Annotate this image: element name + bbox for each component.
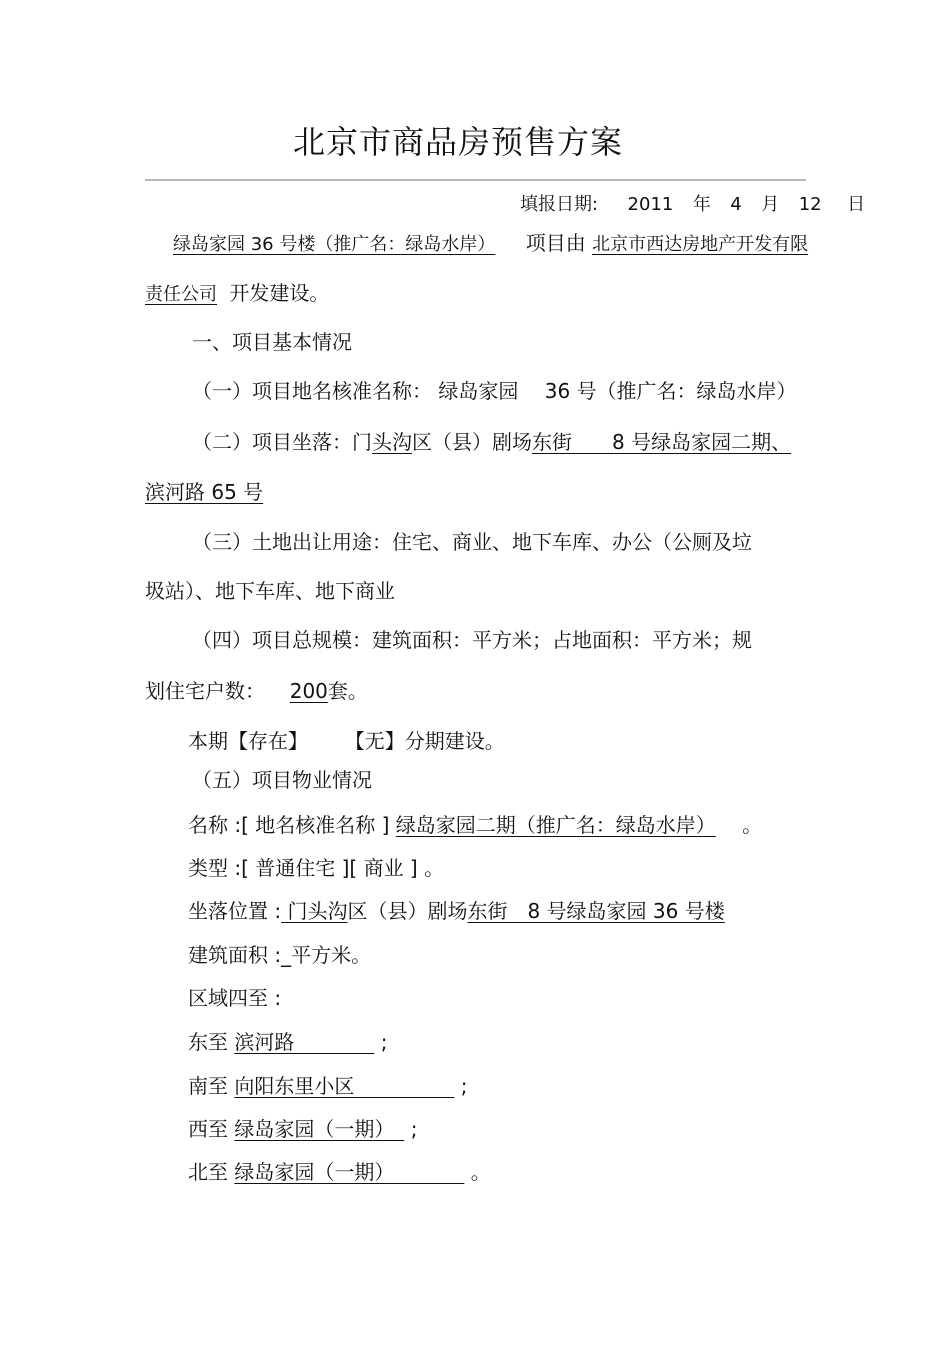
title-divider	[145, 179, 806, 181]
item2-value-2: 东街 8 号绿岛家园二期、	[532, 430, 792, 454]
fill-date-year-unit: 年	[692, 194, 711, 215]
intro-developer-part1: 北京市西达房地产开发有限	[592, 234, 809, 255]
north-value: 绿岛家园（一期）	[234, 1160, 465, 1184]
document-title: 北京市商品房预售方案	[292, 123, 623, 161]
property-area-line: 建筑面积 :_平方米。	[188, 943, 372, 967]
item2-mid: 区（县）剧场	[412, 430, 532, 454]
intro-by-text: 项目由	[525, 231, 586, 255]
item1-line	[192, 379, 797, 403]
property-location-mid: 区（县）剧场	[347, 899, 468, 923]
intro-develop-text: 开发建设。	[229, 281, 330, 305]
property-type-line: 类型 :[ 普通住宅 ][ 商业 ] 。	[188, 856, 445, 880]
intro-line-2	[145, 281, 329, 307]
south-label: 南至	[188, 1074, 228, 1098]
item3-line-1: （三）土地出让用途：住宅、商业、地下车库、办公（公厕及垃	[192, 530, 752, 554]
fill-date-month: 4	[730, 194, 742, 215]
phase-line	[188, 729, 505, 753]
north-label: 北至	[188, 1160, 228, 1184]
item2-value-3: 滨河路 65 号	[145, 480, 264, 504]
item4-label: 划住宅户数：	[145, 679, 265, 703]
fill-date-day: 12	[798, 194, 822, 215]
intro-developer-part2: 责任公司	[145, 284, 217, 305]
item4-line-1: （四）项目总规模：建筑面积：平方米；占地面积：平方米；规	[192, 628, 752, 652]
section1-heading: 一、项目基本情况	[192, 330, 352, 354]
item4-households-value: 200	[289, 679, 328, 703]
north-end: 。	[470, 1160, 491, 1184]
west-boundary-line	[188, 1117, 417, 1141]
east-end: ;	[380, 1030, 388, 1054]
intro-line-1	[173, 231, 818, 257]
item2-line-2	[145, 480, 267, 504]
north-boundary-line	[188, 1160, 491, 1184]
item2-value-1: 头沟	[372, 430, 412, 454]
intro-project-name: 绿岛家园 36 号楼（推广名：绿岛水岸）	[173, 234, 496, 255]
item4-line-2	[145, 679, 368, 703]
item2-label: （二）项目坐落：门	[192, 430, 372, 454]
item1-value: 绿岛家园 36 号（推广名：绿岛水岸）	[438, 379, 797, 403]
south-end: ;	[460, 1074, 468, 1098]
fill-date-label: 填报日期:	[520, 194, 599, 215]
property-bounds-label: 区域四至 :	[188, 986, 282, 1010]
item2-line-1	[192, 430, 791, 454]
section5-heading: （五）项目物业情况	[192, 768, 372, 792]
south-value: 向阳东里小区	[234, 1074, 455, 1098]
property-name-end: 。	[742, 813, 763, 837]
fill-date-line	[520, 193, 865, 217]
phase-exists: 本期【存在】	[188, 729, 308, 753]
south-boundary-line	[188, 1074, 467, 1098]
east-boundary-line	[188, 1030, 387, 1054]
property-location-value-1: 门	[281, 899, 308, 923]
item3-line-2: 圾站）、地下车库、地下商业	[145, 579, 395, 603]
item4-households-unit: 套。	[327, 679, 368, 703]
property-location-value-3: 东街 8 号绿岛家园 36 号楼	[467, 899, 725, 923]
fill-date-day-unit: 日	[847, 194, 866, 215]
east-value: 滨河路	[234, 1030, 375, 1054]
property-name-value: 绿岛家园二期（推广名：绿岛水岸）	[395, 813, 716, 837]
fill-date-month-unit: 月	[761, 194, 780, 215]
west-end: ;	[410, 1117, 418, 1141]
item1-label: （一）项目地名核准名称：	[192, 379, 432, 403]
property-location-value-2: 头沟	[307, 899, 348, 923]
west-value: 绿岛家园（一期）	[234, 1117, 405, 1141]
west-label: 西至	[188, 1117, 228, 1141]
east-label: 东至	[188, 1030, 228, 1054]
property-name-label: 名称 :[ 地名核准名称 ]	[188, 813, 390, 837]
property-location-label: 坐落位置 :	[188, 899, 282, 923]
property-name-line	[188, 813, 762, 837]
fill-date-year: 2011	[627, 194, 674, 215]
phase-none: 【无】分期建设。	[344, 729, 505, 753]
property-location-line	[188, 899, 725, 923]
